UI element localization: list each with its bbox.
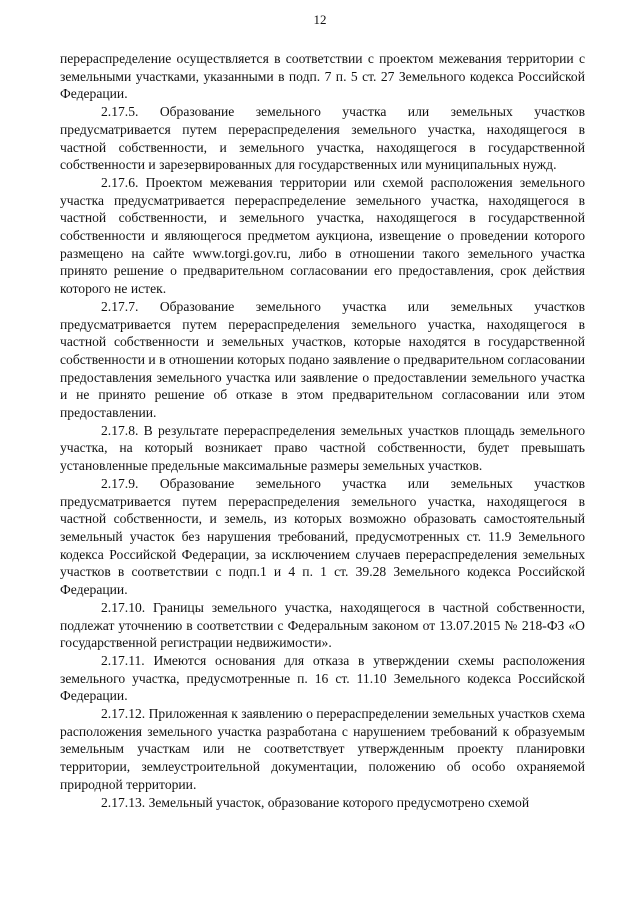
paragraph-2-17-8: 2.17.8. В результате перераспределения земельных участков площадь земельного участка, на который возникает право частной собственности, будет превышать установленные предельные максимальные размеры земельных участков. [60, 422, 585, 474]
paragraph-continuation: перераспределение осуществляется в соответствии с проектом межевания территории с земельными участками, указанными в подп. 7 п. 5 ст. 27 Земельного кодекса Российской Федерации. [60, 51, 585, 102]
paragraph-2-17-12: 2.17.12. Приложенная к заявлению о перераспределении земельных участков схема расположения земельного участка разработана с нарушением требований к образуемым земельным участкам или не соответствует утвержденным проекту планировки территории, землеустроительной документации, положению об особо охраняемой природной территории. [60, 706, 585, 792]
page-number: 12 [313, 12, 327, 27]
paragraph-2-17-7: 2.17.7. Образование земельного участка или земельных участков предусматривается путем перераспределения земельного участка, находящегося в частной собственности и земельных участков, которые находятся в государственной собственности и в отношении которых подано заявление о предварительном согласовании предоставления земельного участка или заявление о предоставлении земельного участка и не принято решение об отказе в этом предварительном согласовании или этом предоставлении. [60, 298, 585, 421]
paragraph-2-17-6: 2.17.6. Проектом межевания территории или схемой расположения земельного участка предусматривается перераспределение земельного участка, находящегося в частной собственности, и земельного участка, находящегося в государственной собственности и являющегося предметом аукциона, извещение о проведении которого размещено на сайте www.torgi.gov.ru, либо в отношении такого земельного участка принято решение о предварительном согласовании его предоставления, срок действия которого не истек. [60, 174, 585, 297]
paragraph-2-17-10: 2.17.10. Границы земельного участка, находящегося в частной собственности, подлежат уточнению в соответствии с Федеральным законом от 13.07.2015 № 218-ФЗ «О государственной регистрации недвижимости». [60, 599, 585, 651]
paragraph-2-17-13: 2.17.13. Земельный участок, образование которого предусмотрено схемой [101, 794, 530, 810]
paragraph-2-17-9: 2.17.9. Образование земельного участка или земельных участков предусматривается путем перераспределения земельного участка, находящегося в частной собственности, и земель, из которых возможно образовать самостоятельный земельный участок без нарушения требований, предусмотренных ст. 11.9 Земельного кодекса Российской Федерации, за исключением случаев перераспределения земельных участков в соответствии с подп.1 и 4 п. 1 ст. 39.28 Земельного кодекса Российской Федерации. [60, 475, 585, 598]
document-body [60, 50, 585, 811]
paragraph-2-17-5: 2.17.5. Образование земельного участка или земельных участков предусматривается путем перераспределения земельного участка, находящегося в частной собственности, и земельного участка, находящегося в государственной собственности и зарезервированных для государственных или муниципальных нужд. [60, 104, 585, 173]
paragraph-2-17-11: 2.17.11. Имеются основания для отказа в утверждении схемы расположения земельного участка, предусмотренные п. 16 ст. 11.10 Земельного кодекса Российской Федерации. [60, 652, 585, 704]
